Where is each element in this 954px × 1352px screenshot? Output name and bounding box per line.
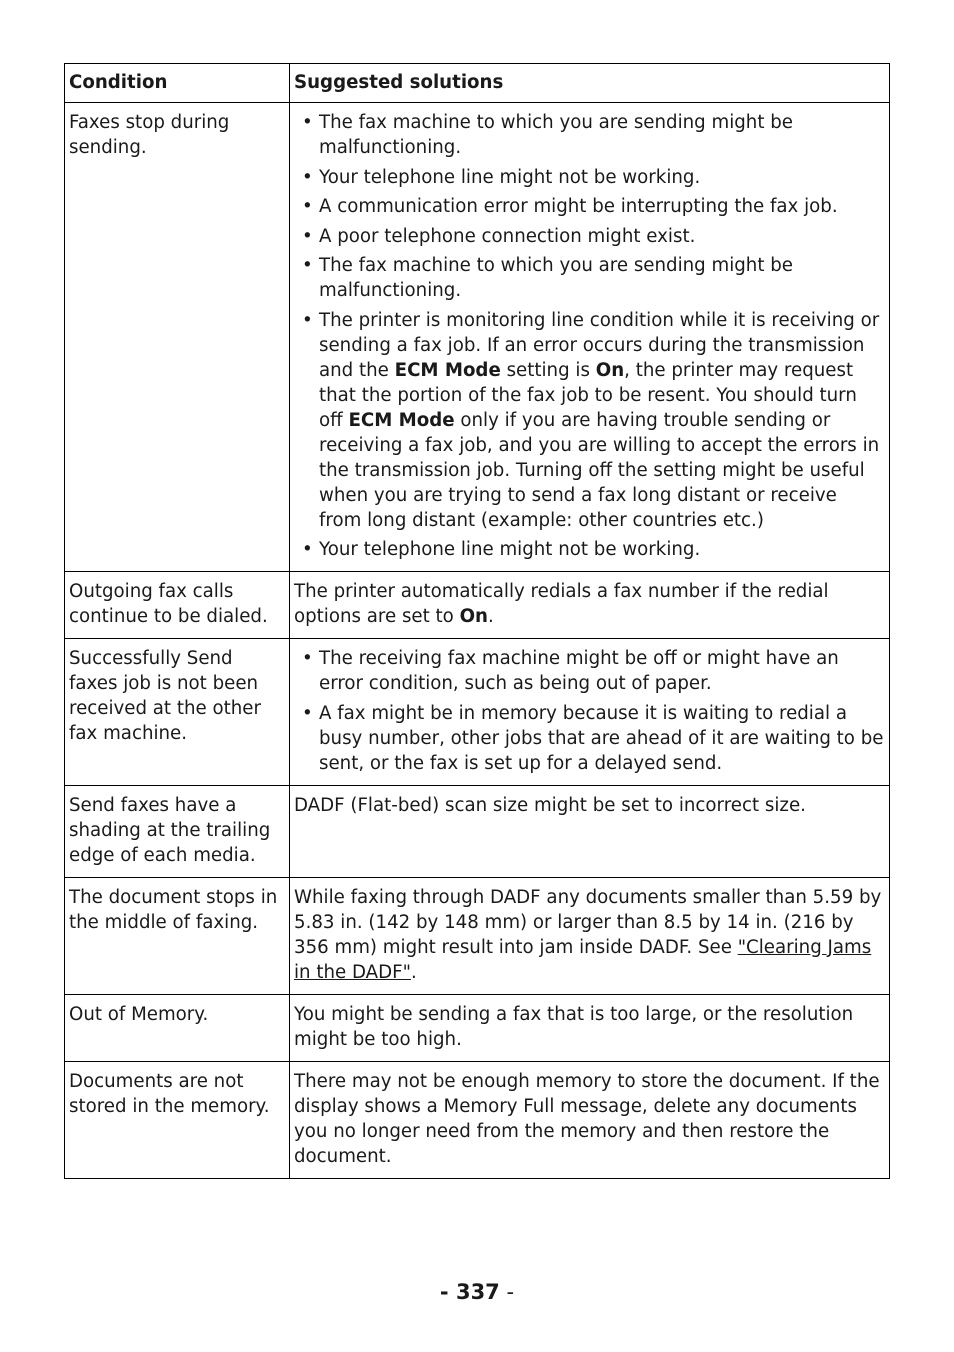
solution-cell	[290, 103, 890, 572]
solution-cell: You might be sending a fax that is too large, or the resolution might be too high.	[290, 994, 890, 1061]
list-item: • The fax machine to which you are sending might be malfunctioning.	[294, 110, 884, 160]
text: setting is	[500, 359, 596, 381]
condition-cell: Faxes stop during sending.	[65, 103, 290, 572]
list-item: • A fax might be in memory because it is waiting to redial a busy number, other jobs that are ahead of it are waiting to be sent, or the fax is set up for a delayed send.	[294, 701, 884, 776]
condition-cell: Successfully Send faxes job is not been received at the other fax machine.	[65, 639, 290, 786]
solution-cell: DADF (Flat-bed) scan size might be set to incorrect size.	[290, 785, 890, 877]
list-item: • The fax machine to which you are sending might be malfunctioning.	[294, 253, 884, 303]
ecm-mode-term: ECM Mode	[348, 409, 455, 431]
solutions-header: Suggested solutions	[290, 64, 890, 103]
page-number	[0, 1277, 954, 1307]
on-term: On	[595, 359, 625, 381]
condition-header: Condition	[65, 64, 290, 103]
page-number-value: 337	[455, 1280, 500, 1304]
page-number-left-dash: -	[439, 1280, 456, 1304]
condition-cell: Out of Memory.	[65, 994, 290, 1061]
list-item: • Your telephone line might not be working.	[294, 537, 884, 562]
list-item: • A poor telephone connection might exist.	[294, 224, 884, 249]
list-item: • A communication error might be interrupting the fax job.	[294, 194, 884, 219]
text: .	[410, 961, 417, 983]
table-row	[65, 785, 890, 877]
solution-cell: There may not be enough memory to store the document. If the display shows a Memory Full message, delete any documents you no longer need from the memory and then restore the document.	[290, 1061, 890, 1178]
troubleshooting-table	[64, 63, 890, 1179]
condition-cell: Documents are not stored in the memory.	[65, 1061, 290, 1178]
text: , the printer may request that the portion of the fax job to be resent. You should turn off	[319, 359, 857, 431]
condition-cell: The document stops in the middle of faxing.	[65, 877, 290, 994]
clearing-jams-link[interactable]: "Clearing Jams in the DADF"	[294, 936, 872, 983]
list-item: • The receiving fax machine might be off or might have an error condition, such as being out of paper.	[294, 646, 884, 696]
table-row	[65, 994, 890, 1061]
table-row	[65, 1061, 890, 1178]
ecm-mode-term: ECM Mode	[394, 359, 501, 381]
table-header-row	[65, 64, 890, 103]
table-row	[65, 103, 890, 572]
list-item-ecm	[294, 308, 884, 533]
solution-cell	[290, 877, 890, 994]
solution-cell	[290, 639, 890, 786]
text: The printer automatically redials a fax number if the redial options are set to	[294, 581, 829, 627]
solution-list	[294, 110, 884, 562]
condition-cell: Outgoing fax calls continue to be dialed.	[65, 572, 290, 639]
table-row	[65, 572, 890, 639]
table-row	[65, 639, 890, 786]
list-item: • Your telephone line might not be working.	[294, 165, 884, 190]
text: The printer is monitoring line condition while it is receiving or sending a fax job. If an error occurs during the transmission and the	[319, 309, 880, 381]
text: While faxing through DADF any documents smaller than 5.59 by 5.83 in. (142 by 148 mm) or larger than 8.5 by 14 in. (216 by 356 mm) might result into jam inside DADF. See	[294, 886, 882, 958]
table-row	[65, 877, 890, 994]
solution-cell	[290, 572, 890, 639]
condition-cell: Send faxes have a shading at the trailing edge of each media.	[65, 785, 290, 877]
on-term: On	[459, 606, 489, 627]
text: only if you are having trouble sending or receiving a fax job, and you are willing to accept the errors in the transmission job. Turning off the setting might be useful when you are trying to send a fax long distant or receive from long distant (example: other countries etc.)	[319, 409, 880, 531]
page-number-right-dash: -	[499, 1280, 515, 1304]
solution-list	[294, 646, 884, 776]
text: .	[488, 606, 494, 627]
